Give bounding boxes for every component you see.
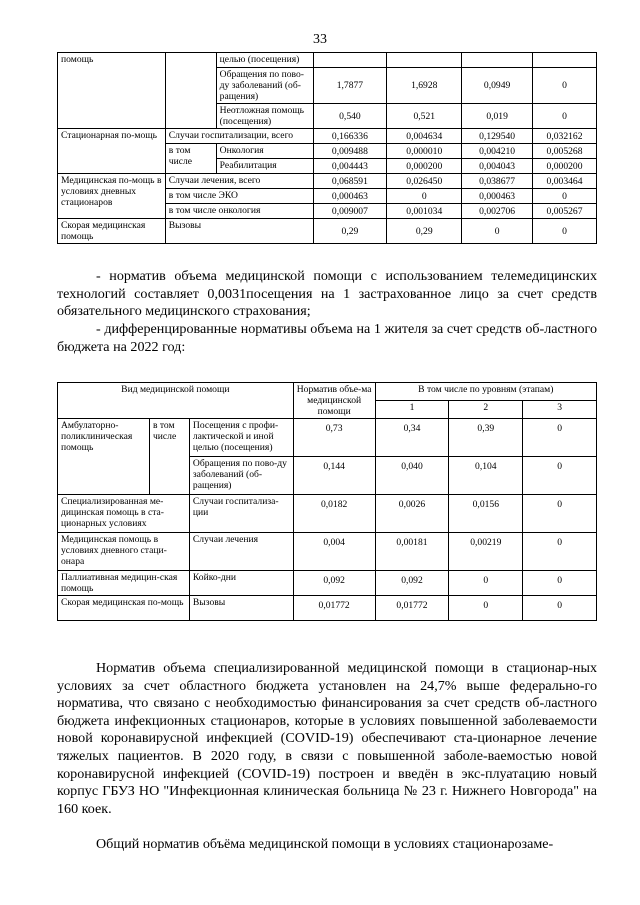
table-row: Амбулаторно-поликлиническая помощь в том числе Посещения с профи-лактической и иной целью (посещения) 0,73 0,34 0,39 0: [58, 419, 597, 457]
table-row: Реабилитация 0,004443 0,000200 0,004043 0,000200: [58, 159, 597, 174]
table-row: в том числе онкология 0,009007 0,001034 0,002706 0,005267: [58, 204, 597, 219]
paragraph-specialized-care: Норматив объема специализированной медицинской помощи в стационар-ных условиях за счет областного бюджета установлен на 24,7% выше федерально-го норматива, что связано с необходимостью финансирования за счет средств об-ластного бюджета инфекционных стационаров, которые в условиях повышенной заболеваемости новой коронавирусной инфекцией (COVID-19) обеспечивают ста-ционарное лечение тяжелых пациентов. В 2020 году, в связи с повышенной заболе-ваемостью новой коронавирусной инфекцией (COVID-19) построен и введён в экс-плуатацию новый корпус ГБУЗ НО "Инфекционная клиническая больница № 23 г. Нижнего Новгорода" на 160 коек.: [57, 660, 597, 817]
table-norms-regional: [57, 382, 597, 621]
paragraph-telemedicine: - норматив объема медицинской помощи с использованием телемедицинских технологий составляет 0,0031посещения на 1 застрахованное лицо за счет средств обязательного медицинского страхования;: [57, 268, 597, 320]
table-row: Медицинская по-мощь в условиях дневных стационаров Случаи лечения, всего 0,068591 0,026450 0,038677 0,003464: [58, 174, 597, 189]
table-header-row: 1 2 3: [58, 401, 597, 419]
table-row: в том числе Онкология 0,009488 0,000010 0,004210 0,005268: [58, 144, 597, 159]
table-row: Скорая медицинская по-мощь Вызовы 0,01772 0,01772 0 0: [58, 596, 597, 621]
table-row: Специализированная ме-дицинская помощь в ста-ционарных условиях Случаи госпитализа-ции 0,0182 0,0026 0,0156 0: [58, 495, 597, 533]
table-row: Паллиативная медицин-ская помощь Койко-дни 0,092 0,092 0 0: [58, 571, 597, 596]
table-row: Медицинская помощь в условиях дневного стаци-онара Случаи лечения 0,004 0,00181 0,00219 0: [58, 533, 597, 571]
table-row: в том числе ЭКО 0,000463 0 0,000463 0: [58, 189, 597, 204]
table-norms-oms: [57, 52, 597, 244]
table-header-row: Вид медицинской помощи Норматив объе-ма медицинской помощи В том числе по уровням (этапам): [58, 383, 597, 401]
page-number: 33: [313, 32, 327, 47]
table-row: Обращения по пово-ду заболеваний (об-ращения) 1,7877 1,6928 0,0949 0: [58, 68, 597, 104]
paragraph-regional-budget: - дифференцированные нормативы объема на 1 жителя за счет средств об-ластного бюджета на 2022 год:: [57, 321, 597, 355]
table-row: помощь целью (посещения): [58, 53, 597, 68]
paragraph-general-norm: Общий норматив объёма медицинской помощи в условиях стационарозаме-: [96, 836, 554, 852]
table-row: Скорая медицинская помощь Вызовы 0,29 0,29 0 0: [58, 219, 597, 244]
table-row: Обращения по пово-ду заболеваний (об-ращения) 0,144 0,040 0,104 0: [58, 457, 597, 495]
table-row: Стационарная по-мощь Случаи госпитализации, всего 0,166336 0,004634 0,129540 0,032162: [58, 129, 597, 144]
table-row: Неотложная помощь (посещения) 0,540 0,521 0,019 0: [58, 104, 597, 129]
